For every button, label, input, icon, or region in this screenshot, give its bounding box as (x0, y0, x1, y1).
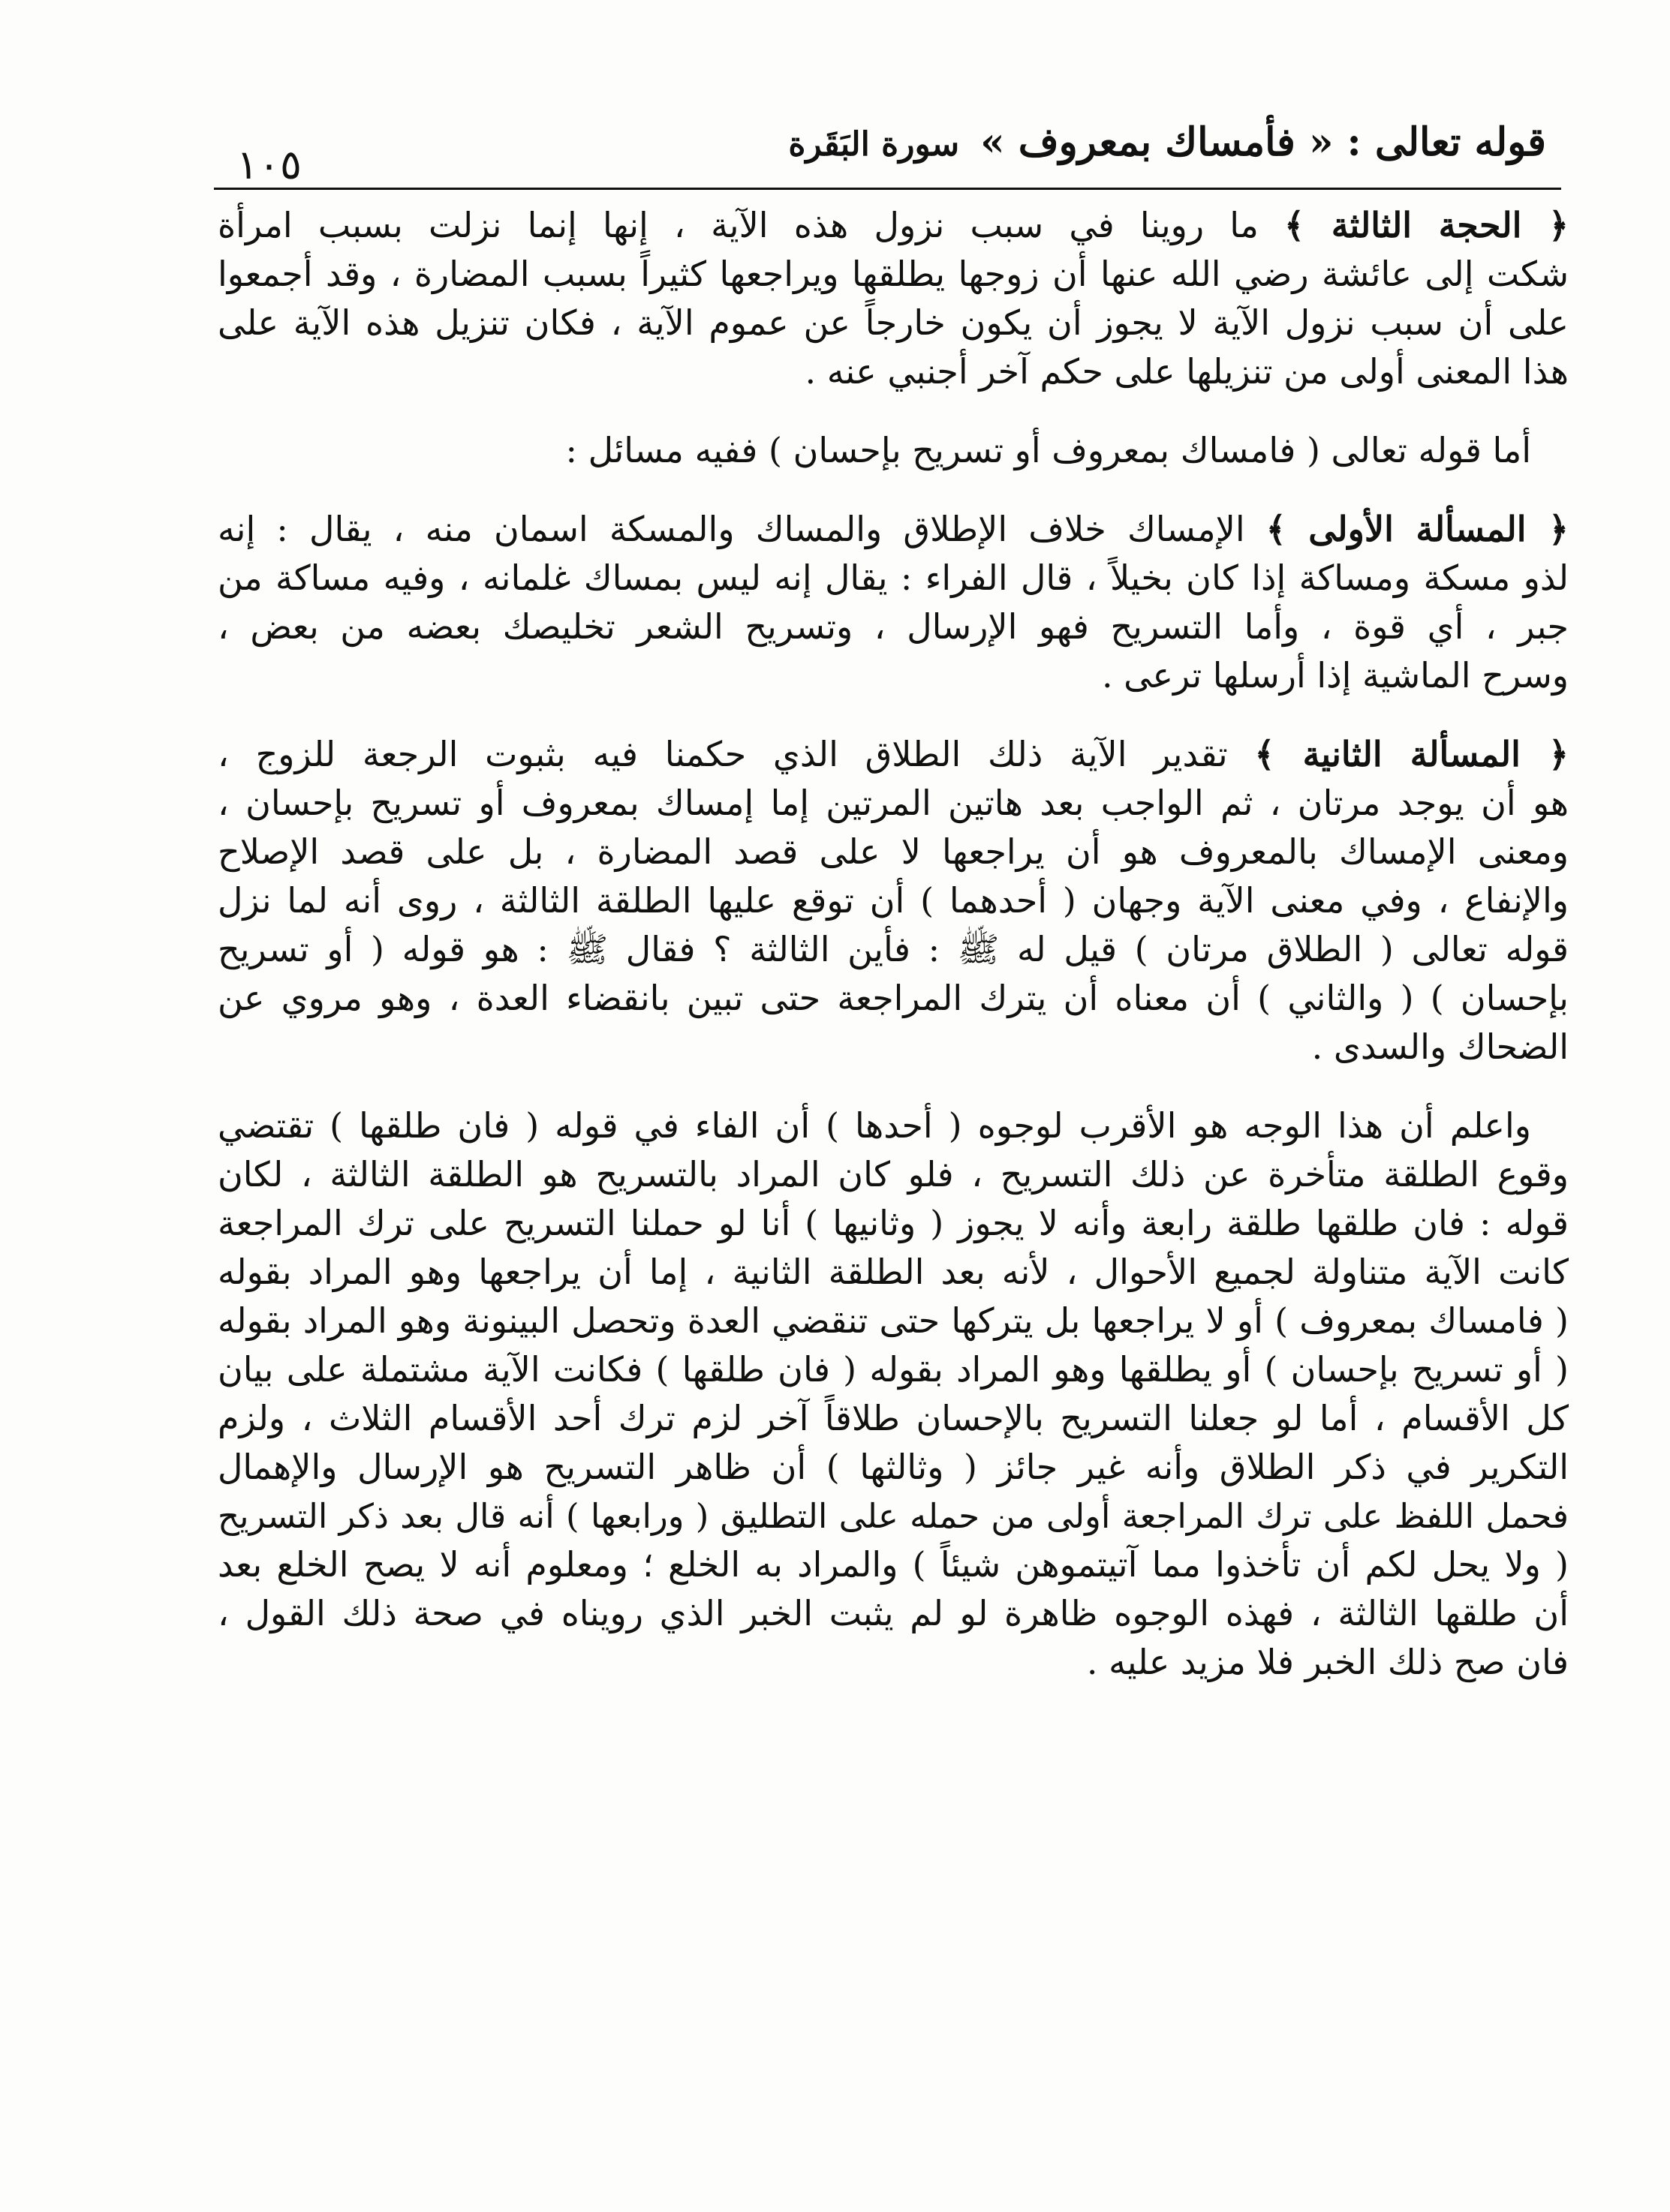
paragraph-second-question (218, 730, 1569, 1071)
text-line: كل الأقسام ، أما لو جعلنا التسريح بالإحسان طلاقاً آخر لزم ترك أحد الأقسام الثلاث ، ولزم (218, 1398, 1569, 1438)
text-line: وسرح الماشية إذا أرسلها ترعى . (1101, 655, 1569, 696)
page-number: ١٠٥ (236, 141, 302, 188)
text-line: الضحاك والسدى . (1311, 1026, 1569, 1067)
running-title: قوله تعالى : « فأمساك بمعروف » (980, 119, 1546, 165)
text-line: ( فامساك بمعروف ) أو لا يراجعها بل يتركها حتى تنقضي العدة وتحصل البينونة وهو المراد بقوله (218, 1300, 1569, 1341)
text-line: التكرير في ذكر الطلاق وأنه غير جائز ( وثالثها ) أن ظاهر التسريح هو الإرسال والإهمال (218, 1447, 1569, 1487)
text-line: بإحسان ) ( والثاني ) أن معناه أن يترك المراجعة حتى تبين بانقضاء العدة ، وهو مروي عن (218, 978, 1569, 1018)
paragraph-third-argument (218, 201, 1569, 396)
paragraph-heading: ﴿ الحجة الثالثة ﴾ (1284, 205, 1569, 245)
running-head (788, 119, 1546, 169)
text-line: لذو مسكة ومساكة إذا كان بخيلاً ، قال الفراء : يقال إنه ليس بمساك غلمانه ، وفيه مساكة من (218, 558, 1569, 598)
paragraph-first-question (218, 505, 1569, 700)
text-line: ( أو تسريح بإحسان ) أو يطلقها وهو المراد بقوله ( فان طلقها ) فكانت الآية مشتملة على بيان (218, 1349, 1569, 1390)
text-line: ومعنى الإمساك بالمعروف هو أن يراجعها لا على قصد المضارة ، بل على قصد الإصلاح (218, 831, 1569, 872)
text-line: ما روينا في سبب نزول هذه الآية ، إنها إنما نزلت بسبب امرأة (218, 205, 1259, 245)
text-line: هذا المعنى أولى من تنزيلها على حكم آخر أجنبي عنه . (805, 351, 1569, 392)
body-text (218, 201, 1569, 1687)
text-line: شكت إلى عائشة رضي الله عنها أن زوجها يطلقها ويراجعها كثيراً بسبب المضارة ، وقد أجمعوا (218, 254, 1569, 294)
paragraph-know-that (218, 1101, 1569, 1687)
paragraph-intro (218, 426, 1569, 475)
text-line: قوله تعالى ( الطلاق مرتان ) قيل له ﷺ : فأين الثالثة ؟ فقال ﷺ : هو قوله ( أو تسريح (218, 929, 1569, 969)
paragraph-heading: ﴿ المسألة الأولى ﴾ (1265, 509, 1569, 549)
text-line: هو أن يوجد مرتان ، ثم الواجب بعد هاتين المرتين إما إمساك بمعروف أو تسريح بإحسان ، (218, 783, 1569, 823)
text-line: ( ولا يحل لكم أن تأخذوا مما آتيتموهن شيئاً ) والمراد به الخلع ؛ ومعلوم أنه لا يصح الخلع بعد (218, 1544, 1569, 1585)
text-line: جبر ، أي قوة ، وأما التسريح فهو الإرسال ، وتسريح الشعر تخليصك بعضه من بعض ، (218, 606, 1569, 647)
text-line: وقوع الطلقة متأخرة عن ذلك التسريح ، فلو كان المراد بالتسريح هو الطلقة الثالثة ، لكان (218, 1154, 1569, 1195)
text-line: والإنفاع ، وفي معنى الآية وجهان ( أحدهما ) أن توقع عليها الطلقة الثالثة ، روى أنه لما نزل (218, 880, 1569, 921)
text-line: فحمل اللفظ على ترك المراجعة أولى من حمله على التطليق ( ورابعها ) أنه قال بعد ذكر التسريح (218, 1496, 1569, 1536)
text-line: فان صح ذلك الخبر فلا مزيد عليه . (1086, 1642, 1569, 1682)
paragraph-heading: ﴿ المسألة الثانية ﴾ (1254, 734, 1569, 774)
text-line: أن طلقها الثالثة ، فهذه الوجوه ظاهرة لو لم يثبت الخبر الذي رويناه في صحة ذلك القول ، (218, 1593, 1569, 1633)
text-line: كانت الآية متناولة لجميع الأحوال ، لأنه بعد الطلقة الثانية ، إما أن يراجعها وهو المراد بقوله (218, 1252, 1569, 1292)
surah-name: سورة البَقَرة (788, 125, 960, 164)
text-line: تقدير الآية ذلك الطلاق الذي حكمنا فيه بثبوت الرجعة للزوج ، (218, 734, 1228, 774)
text-line: أما قوله تعالى ( فامساك بمعروف أو تسريح بإحسان ) ففيه مسائل : (565, 430, 1531, 470)
text-line: واعلم أن هذا الوجه هو الأقرب لوجوه ( أحدها ) أن الفاء في قوله ( فان طلقها ) تقتضي (218, 1105, 1531, 1146)
text-line: على أن سبب نزول الآية لا يجوز أن يكون خارجاً عن عموم الآية ، فكان تنزيل هذه الآية على (218, 302, 1569, 343)
text-line: قوله : فان طلقها طلقة رابعة وأنه لا يجوز ( وثانيها ) أنا لو حملنا التسريح على ترك المراجعة (218, 1203, 1569, 1243)
page-header (214, 113, 1561, 190)
text-line: الإمساك خلاف الإطلاق والمساك والمسكة اسمان منه ، يقال : إنه (218, 509, 1245, 549)
